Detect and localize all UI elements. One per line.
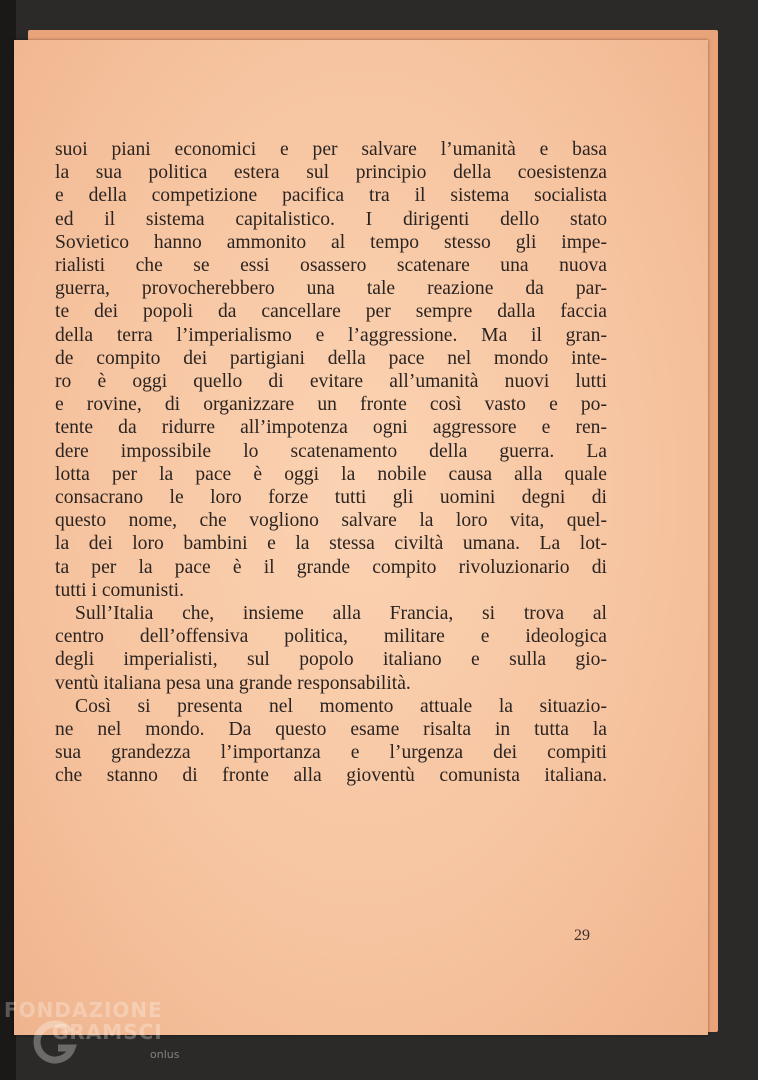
text-line: rialisti che se essi osassero scatenare una nuova bbox=[55, 255, 607, 277]
text-line: Sovietico hanno ammonito al tempo stesso gli impe- bbox=[55, 231, 607, 253]
text-line: suoi piani economici e per salvare l’umanità e basa bbox=[55, 139, 607, 160]
watermark-line-2: GRAMSCI bbox=[52, 1020, 163, 1044]
text-line: ed il sistema capitalistico. I dirigenti dello stato bbox=[55, 208, 607, 230]
text-line: centro dell’offensiva politica, militare e ideologica bbox=[55, 626, 607, 648]
text-line: e della competizione pacifica tra il sistema socialista bbox=[55, 185, 607, 207]
text-line: degli imperialisti, sul popolo italiano e sulla gio- bbox=[55, 649, 607, 671]
text-line: ventù italiana pesa una grande responsabilità. bbox=[55, 672, 411, 694]
watermark-logo bbox=[0, 998, 200, 1078]
text-line: te dei popoli da cancellare per sempre dalla faccia bbox=[55, 301, 607, 323]
text-line: guerra, provocherebbero una tale reazione da par- bbox=[55, 278, 607, 300]
text-line: tutti i comunisti. bbox=[55, 579, 184, 601]
text-line: la dei loro bambini e la stessa civiltà umana. La lot- bbox=[55, 533, 607, 555]
text-line: della terra l’imperialismo e l’aggressione. Ma il gran- bbox=[55, 324, 607, 346]
text-line: tente da ridurre all’impotenza ogni aggressore e ren- bbox=[55, 417, 607, 439]
text-line: dere impossibile lo scatenamento della guerra. La bbox=[55, 440, 607, 462]
text-line: lotta per la pace è oggi la nobile causa alla quale bbox=[55, 463, 607, 485]
page-number: 29 bbox=[574, 927, 590, 944]
watermark-small: onlus bbox=[150, 1048, 180, 1061]
text-line: ta per la pace è il grande compito rivoluzionario di bbox=[55, 556, 607, 578]
body-text bbox=[55, 138, 607, 788]
text-line: Così si presenta nel momento attuale la situazio- bbox=[75, 695, 607, 717]
text-line: sua grandezza l’importanza e l’urgenza dei compiti bbox=[55, 742, 607, 764]
text-line: che stanno di fronte alla gioventù comunista italiana. bbox=[55, 765, 607, 787]
text-line: consacrano le loro forze tutti gli uomini degni di bbox=[55, 487, 607, 509]
text-line: e rovine, di organizzare un fronte così vasto e po- bbox=[55, 394, 607, 416]
watermark-line-1: FONDAZIONE bbox=[4, 998, 163, 1022]
text-line: ro è oggi quello di evitare all’umanità nuovi lutti bbox=[55, 371, 607, 393]
text-line: ne nel mondo. Da questo esame risalta in tutta la bbox=[55, 719, 607, 741]
text-line: Sull’Italia che, insieme alla Francia, si trova al bbox=[75, 603, 607, 625]
text-line: questo nome, che vogliono salvare la loro vita, quel- bbox=[55, 510, 607, 532]
text-line: de compito dei partigiani della pace nel mondo inte- bbox=[55, 347, 607, 369]
text-line: la sua politica estera sul principio della coesistenza bbox=[55, 162, 607, 184]
